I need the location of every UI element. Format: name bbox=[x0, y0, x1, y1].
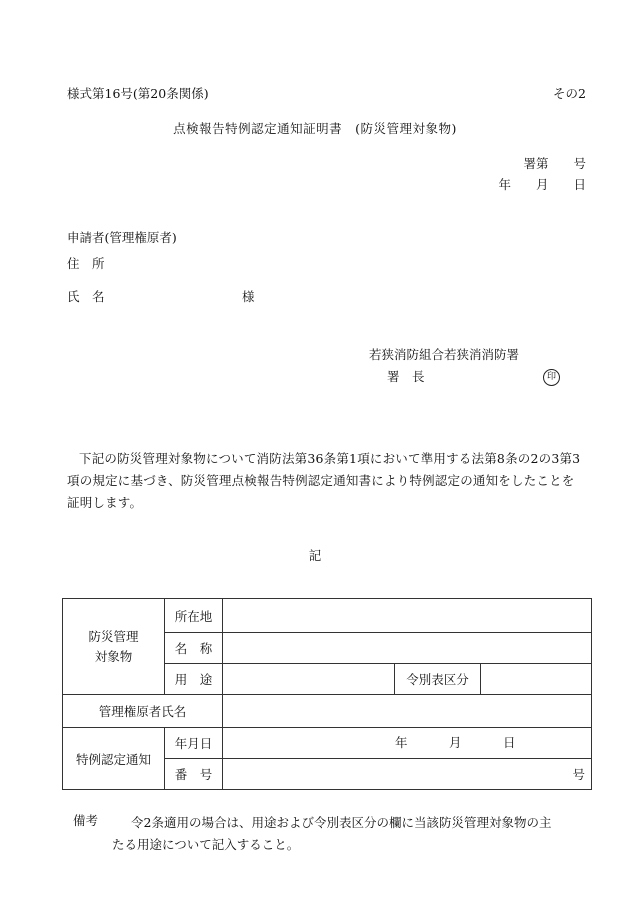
honorific: 様 bbox=[242, 289, 255, 304]
address-label: 住 所 bbox=[67, 256, 105, 271]
date-field[interactable] bbox=[223, 728, 592, 759]
ordinance-class-label: 令別表区分 bbox=[395, 664, 481, 695]
remarks-label: 備考 bbox=[73, 813, 99, 828]
document-number: 署第 号 bbox=[523, 156, 586, 171]
document-date: 年 月 日 bbox=[498, 177, 586, 192]
name-field[interactable] bbox=[223, 633, 592, 664]
certification-text: 下記の防災管理対象物について消防法第36条第1項において準用する法第8条の2の3第3項の規定に基づき、防災管理点検報告特例認定通知書により特例認定の通知をしたことを証明します。 bbox=[67, 451, 581, 510]
location-field[interactable] bbox=[223, 599, 592, 633]
location-label: 所在地 bbox=[165, 599, 223, 633]
name-label: 氏 名 bbox=[67, 289, 105, 304]
group-notice-label: 特例認定通知 bbox=[63, 728, 165, 790]
owner-name-field[interactable] bbox=[223, 695, 592, 728]
applicant-heading: 申請者(管理権原者) bbox=[67, 230, 177, 245]
document-title: 点検報告特例認定通知証明書 (防災管理対象物) bbox=[173, 121, 457, 136]
use-label: 用 途 bbox=[165, 664, 223, 695]
seal-mark: 印 bbox=[543, 369, 560, 386]
date-month: 月 bbox=[449, 735, 462, 750]
number-field[interactable] bbox=[223, 759, 592, 790]
table-row bbox=[63, 728, 592, 759]
date-label: 年月日 bbox=[165, 728, 223, 759]
table-row bbox=[63, 599, 592, 633]
remarks-line-1: 令2条適用の場合は、用途および令別表区分の欄に当該防災管理対象物の主 bbox=[131, 815, 552, 830]
issuer-organization: 若狭消防組合若狭消消防署 bbox=[369, 347, 520, 362]
number-suffix: 号 bbox=[572, 767, 586, 782]
use-field[interactable] bbox=[223, 664, 395, 695]
name-field-label: 名 称 bbox=[165, 633, 223, 664]
form-number: 様式第16号(第20条関係) bbox=[67, 86, 209, 101]
group-object-label: 防災管理 対象物 bbox=[63, 599, 165, 695]
date-day: 日 bbox=[503, 735, 516, 750]
number-label: 番 号 bbox=[165, 759, 223, 790]
issuer-title: 署 長 bbox=[387, 369, 425, 384]
ki-heading: 記 bbox=[308, 548, 322, 563]
certificate-table bbox=[62, 598, 592, 790]
date-year: 年 bbox=[395, 735, 408, 750]
remarks-line-2: たる用途について記入すること。 bbox=[112, 837, 300, 852]
form-variant: その2 bbox=[553, 86, 586, 101]
owner-name-label: 管理権原者氏名 bbox=[63, 695, 223, 728]
remarks-text bbox=[112, 812, 591, 856]
table-row bbox=[63, 695, 592, 728]
ordinance-class-field[interactable] bbox=[481, 664, 592, 695]
